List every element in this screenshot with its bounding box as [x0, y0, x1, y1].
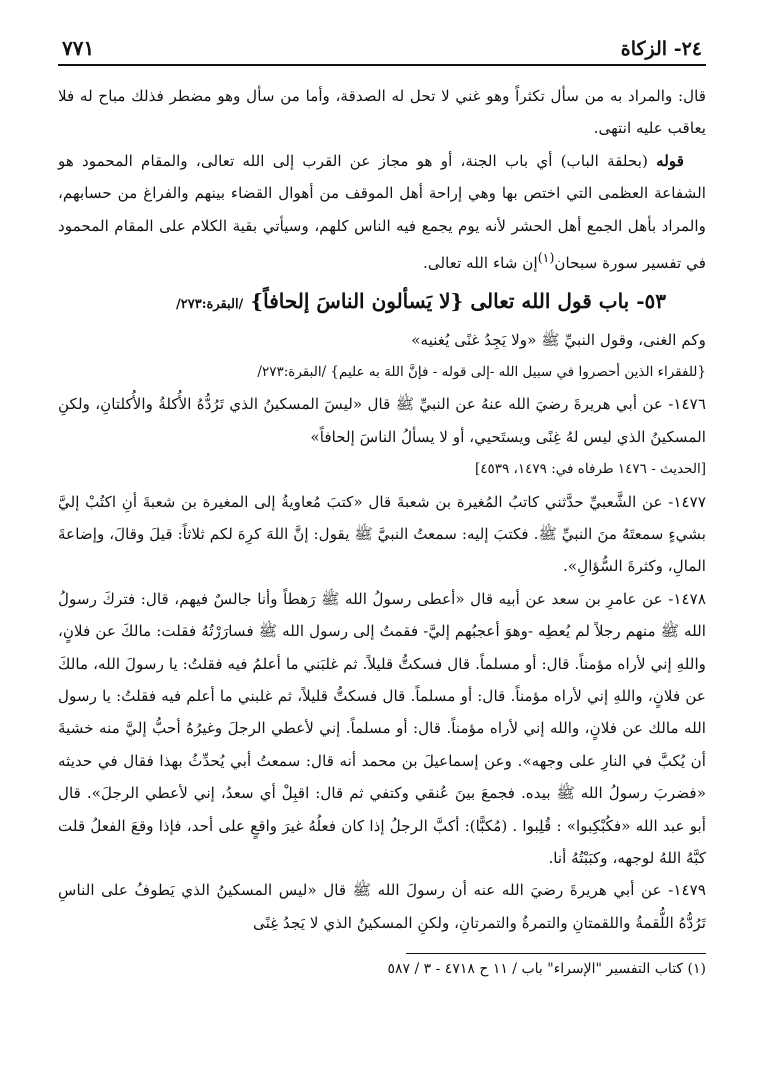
hadith-1476-ref: [الحديث - ١٤٧٦ طرفاه في: ١٤٧٩، ٤٥٣٩]: [474, 461, 706, 478]
footnote: (١) كتاب التفسير "الإسراء" باب / ١١ ح ٤٧١٨ - ٣ / ٥٨٧: [387, 961, 706, 978]
chapter-title-ref: /البقرة:٢٧٣/: [176, 296, 244, 312]
page-header: [58, 36, 706, 66]
page-body: [58, 80, 706, 982]
footnote-marker: (١): [537, 250, 555, 266]
chapter-heading: ٢٤- الزكاة: [620, 38, 702, 60]
hadith-1478: ١٤٧٨- عن عامرِ بن سعد عن أبيه قال «أعطى رسولُ الله ﷺ رَهطاً وأنا جالسٌ فيهم، قال: فتركَ رسولُ الله ﷺ منهم رجلاً لم يُعطِه -وهوَ أعجبُهم إليَّ- فقمتُ إلى رسول الله ﷺ فسارَرْتُهُ فقلت: مالكَ عن فلانٍ، واللهِ إني لأراه مؤمناً. قال: أو مسلماً. قال فسكتُّ قليلاً. ثم غلبَني ما أعلمُ فيه فقلتُ: يا رسولَ الله، مالكَ عن فلانٍ، واللهِ إني لأراه مؤمناً. قال: أو مسلماً. قال فسكتُّ قليلاً، ثم غلبني ما أعلم فيه فقلتُ: يا رسول الله مالك عن فلانٍ، والله إني لأراه مؤمناً. قال: أو مسلماً. إني لأعطي الرجلَ وغيرُهُ أحبُّ إليَّ منه خشيةَ أن يُكبَّ في النارِ على وجهه». وعن إسماعيلَ بن محمد أنه قال: سمعتُ أبي يُحدِّثُ بهذا فقال في حديثه «فضربَ رسولُ الله ﷺ بيده. فجمعَ بينَ عُنقي وكتفي ثم قال: اقبِلْ أي سعدُ، إني لأعطي الرجلَ». قال أبو عبد الله «فكُبْكِبوا» : قُلِبوا . (مُكبًّا): أكبَّ الرجلُ إذا كان فعلُهُ غيرَ واقعٍ على أحد، فإذا وقعَ الفعلُ قلت كبَّهُ اللهُ لوجهه، وكبَبْتُهُ أنا.: [58, 589, 706, 867]
chapter-title: [58, 282, 706, 324]
commentary-end: إن شاء الله تعالى.: [423, 254, 538, 273]
intro-line-1: وكم الغنى، وقول النبيِّ ﷺ «ولا يَجِدُ غنًى يُغنيه»: [411, 330, 706, 349]
intro-line-2: {للفقراء الذين أحصروا في سبيل الله -إلى قوله - فإنَّ اللهَ به عليم} /البقرة:٢٧٣/: [257, 363, 706, 380]
page-number: ٧٧١: [62, 36, 95, 60]
hadith-1476: ١٤٧٦- عن أبي هريرةَ رضيَ الله عنهُ عن النبيِّ ﷺ قال «ليسَ المسكينُ الذي تَرُدُّهُ الأُكلةُ والأُكلتانِ، ولكنِ المسكينُ الذي ليس لهُ غِنًى ويستَحيي، أو لا يسألُ الناسَ إلحافاً»: [58, 395, 706, 446]
chapter-title-text: ٥٣- باب قول الله تعالى {لا يَسألون الناسَ إلحافاً}: [250, 288, 666, 313]
paragraph-commentary-1: قال: والمراد به من سأل تكثراً وهو غني لا تحل له الصدقة، وأما من سأل وهو مضطر فذلك مباح له فلا يعاقب عليه انتهى.: [58, 87, 706, 138]
hadith-1477: ١٤٧٧- عن الشَّعبيِّ حدَّثني كاتبُ المُغيرة بن شعبةَ قال «كتبَ مُعاويةُ إلى المغيرة بن شعبةَ أنِ اكتُبْ إليَّ بشيءٍ سمعتَهُ منَ النبيِّ ﷺ. فكتبَ إليه: سمعتُ النبيَّ ﷺ يقول: إنَّ اللهَ كرِهَ لكم ثلاثاً: قيلَ وقالَ، وإضاعةَ المالِ، وكثرةَ السُّؤالِ».: [58, 492, 706, 576]
commentary-lead: قوله: [656, 151, 684, 170]
paragraph-commentary-2: [58, 145, 706, 280]
footnote-divider: [406, 953, 706, 954]
document-page: [58, 36, 706, 982]
hadith-1479: ١٤٧٩- عن أبي هريرةَ رضيَ الله عنه أن رسولَ الله ﷺ قال «ليس المسكينُ الذي يَطوفُ على الناسِ تَرُدُّهُ اللُّقمةُ واللقمتانِ والتمرةُ والتمرتانِ، ولكنِ المسكينُ الذي لا يَجدُ غِنًى: [58, 881, 706, 932]
commentary-text: (بحلقة الباب) أي باب الجنة، أو هو مجاز عن القرب إلى الله تعالى، والمقام المحمود هو الشفاعة العظمى التي اختص بها وهي إراحة أهل الموقف من أهوال القضاء بينهم والفراغ من حسابهم، والمراد بأهل الجمع أهل الحشر لأنه يوم يجمع فيه الناس كلهم، وسيأتي بقية الكلام على المقام المحمود في تفسير سورة سبحان: [58, 151, 706, 273]
